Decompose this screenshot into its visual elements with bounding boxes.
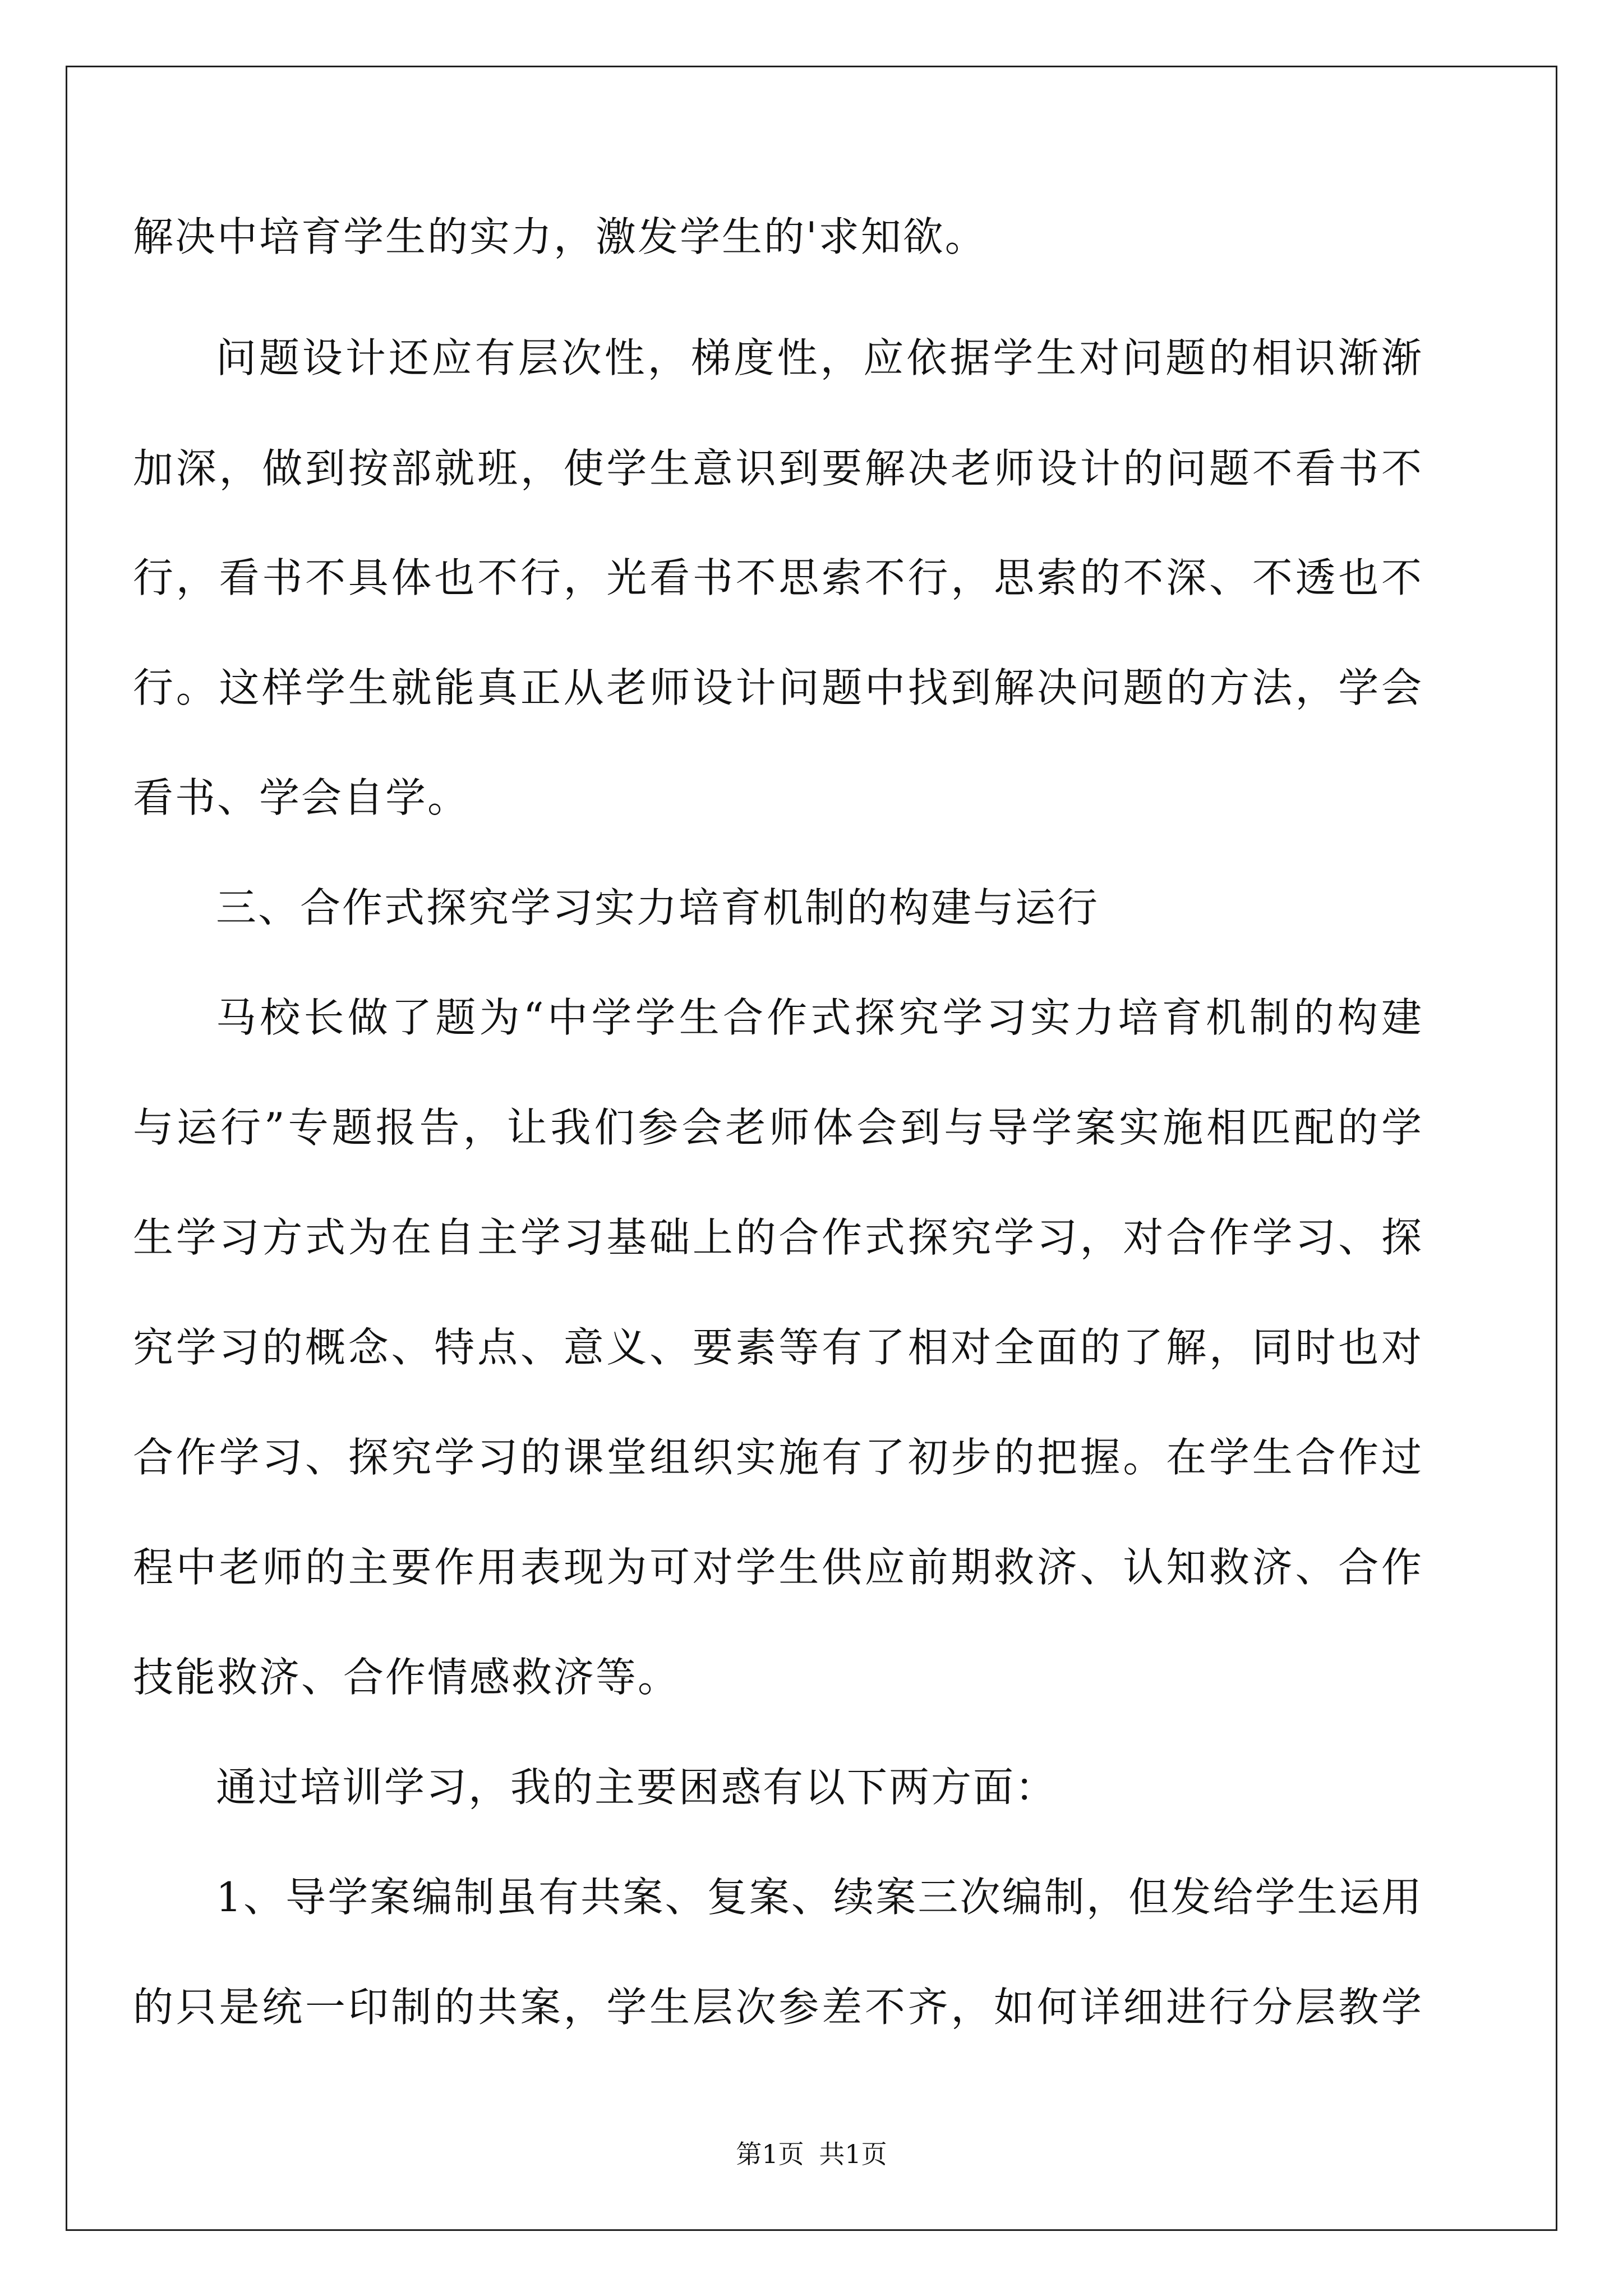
page-number-current: 第1页 [736,2139,804,2169]
text-line: 解决中培育学生的实力，激发学生的'求知欲。 [133,213,987,260]
text-line: 加深，做到按部就班，使学生意识到要解决老师设计的问题不看书不 [133,445,1423,492]
text-line: 程中老师的主要作用表现为可对学生供应前期救济、认知救济、合作 [133,1544,1423,1591]
text-line: 的只是统一印制的共案，学生层次参差不齐，如何详细进行分层教学 [133,1984,1423,2031]
text-line: 行，看书不具体也不行，光看书不思索不行，思索的不深、不透也不 [133,554,1423,601]
text-line: 合作学习、探究学习的课堂组织实施有了初步的把握。在学生合作过 [133,1434,1423,1481]
text-line: 看书、学会自学。 [133,774,470,821]
text-line: 究学习的概念、特点、意义、要素等有了相对全面的了解，同时也对 [133,1324,1423,1371]
text-line: 行。这样学生就能真正从老师设计问题中找到解决问题的方法，学会 [133,664,1423,711]
text-line: 问题设计还应有层次性，梯度性，应依据学生对问题的相识渐渐 [216,334,1423,381]
text-line: 马校长做了题为“中学学生合作式探究学习实力培育机制的构建 [216,994,1423,1041]
text-line: 与运行”专题报告，让我们参会老师体会到与导学案实施相匹配的学 [133,1104,1423,1151]
page-number-total: 共1页 [819,2139,887,2169]
text-line: 技能救济、合作情感救济等。 [133,1654,680,1701]
text-line: 生学习方式为在自主学习基础上的合作式探究学习，对合作学习、探 [133,1214,1423,1261]
text-line: 通过培训学习，我的主要困惑有以下两方面： [216,1764,1058,1811]
text-line: 1、导学案编制虽有共案、复案、续案三次编制，但发给学生运用 [216,1874,1423,1921]
page-footer [0,2137,1623,2171]
section-heading: 三、合作式探究学习实力培育机制的构建与运行 [216,884,1100,931]
